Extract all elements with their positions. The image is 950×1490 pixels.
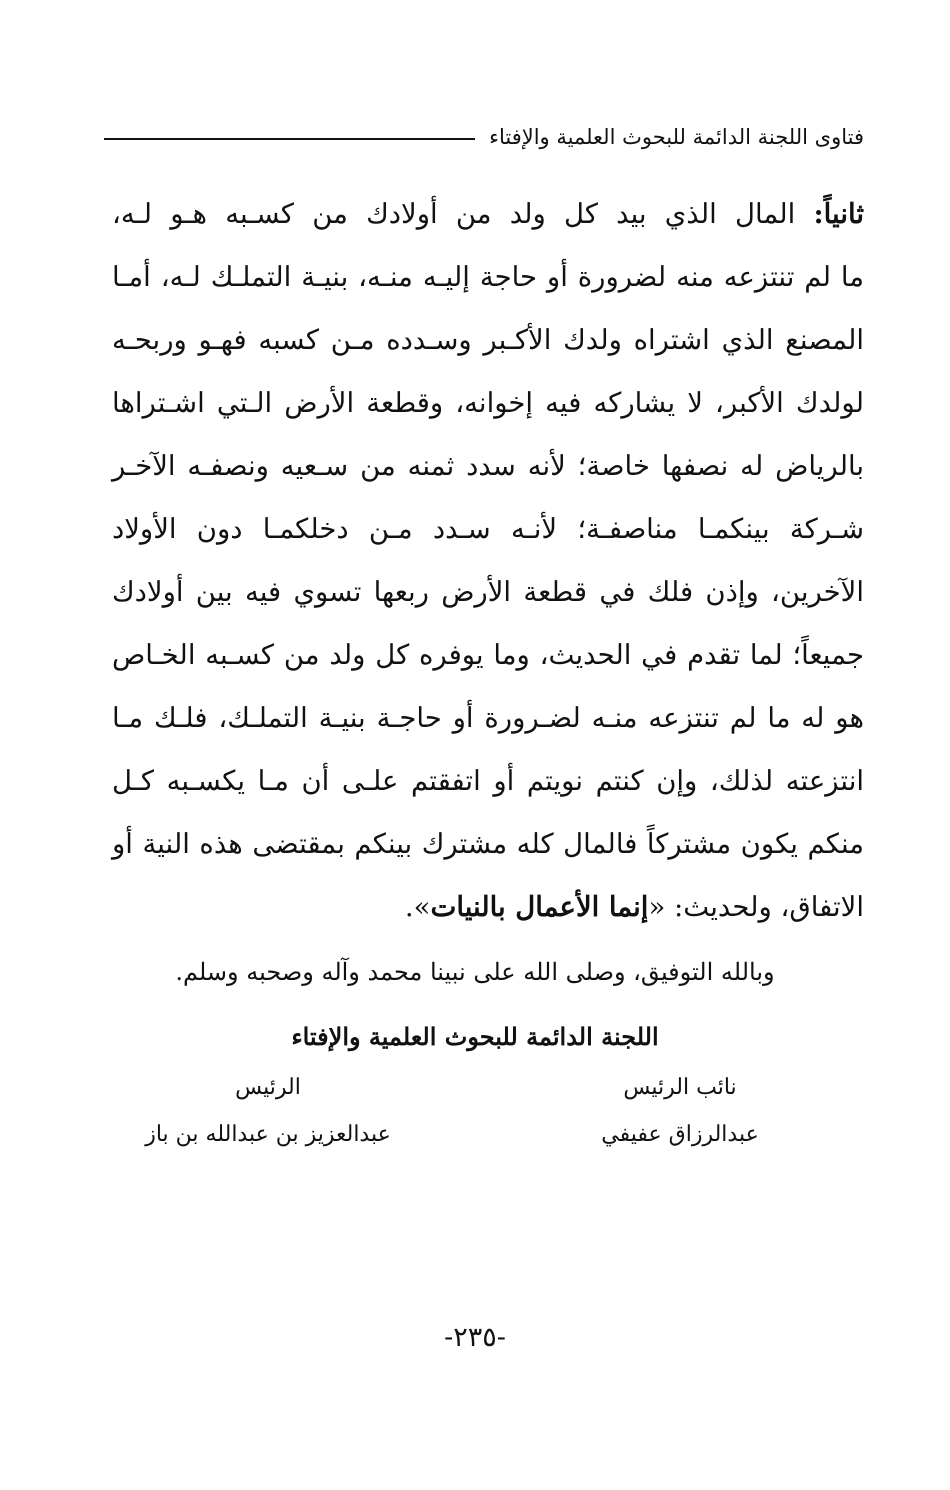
body-line: ما لم تنتزعه منه لضرورة أو حاجة إليـه منـه، بنيـة التملـك لـه، أمـا (112, 261, 864, 293)
signature-role: نائب الرئيس (623, 1075, 737, 1100)
body-line: لولدك الأكبر، لا يشاركه فيه إخوانه، وقطعة الأرض الـتي اشـتراها (112, 387, 864, 419)
signature-name: عبدالرزاق عفيفي (601, 1122, 759, 1147)
body-line: بالرياض له نصفها خاصة؛ لأنه سدد ثمنه من سـعيه ونصفـه الآخـر (112, 450, 864, 482)
body-line-last: الاتفاق، ولحديث: «إنما الأعمال بالنيات». (404, 891, 864, 923)
running-header-title: فتاوى اللجنة الدائمة للبحوث العلمية والإفتاء (489, 125, 864, 149)
committee-name: اللجنة الدائمة للبحوث العلمية والإفتاء (291, 1022, 659, 1051)
signature-vice-president (580, 1075, 780, 1147)
body-line: انتزعته لذلك، وإن كنتم نويتم أو اتفقتم علـى أن مـا يكسـبه كـل (112, 765, 864, 797)
signature-name: عبدالعزيز بن عبدالله بن باز (145, 1122, 391, 1147)
body-line: الآخرين، وإذن فلك في قطعة الأرض ربعها تسوي فيه بين أولادك (112, 576, 864, 608)
body-line: ثانياً: المال الذي بيد كل ولد من أولادك من كسـبه هـو لـه، (112, 198, 864, 230)
fatwa-body (112, 183, 864, 939)
body-line: شـركة بينكمـا مناصفـة؛ لأنـه سـدد مـن دخلكمـا دون الأولاد (112, 513, 864, 545)
body-line: هو له ما لم تنتزعه منـه لضـرورة أو حاجـة بنيـة التملـك، فلـك مـا (112, 702, 864, 734)
signature-role: الرئيس (235, 1075, 301, 1100)
page-number: -٢٣٥- (444, 1322, 506, 1353)
hadith-quote: إنما الأعمال بالنيات (430, 891, 649, 923)
signature-president (138, 1075, 398, 1147)
header-rule (104, 138, 475, 140)
lead-label: ثانياً: (813, 198, 864, 230)
closing-prayer: وبالله التوفيق، وصلى الله على نبينا محمد وآله وصحبه وسلم. (175, 958, 775, 986)
running-header (104, 122, 864, 152)
body-line: المصنع الذي اشتراه ولدك الأكـبر وسـدده مـن كسبه فهـو وربحـه (112, 324, 864, 356)
body-line: جميعاً؛ لما تقدم في الحديث، وما يوفره كل ولد من كسـبه الخـاص (112, 639, 864, 671)
body-line: منكم يكون مشتركاً فالمال كله مشترك بينكم بمقتضى هذه النية أو (112, 828, 864, 860)
